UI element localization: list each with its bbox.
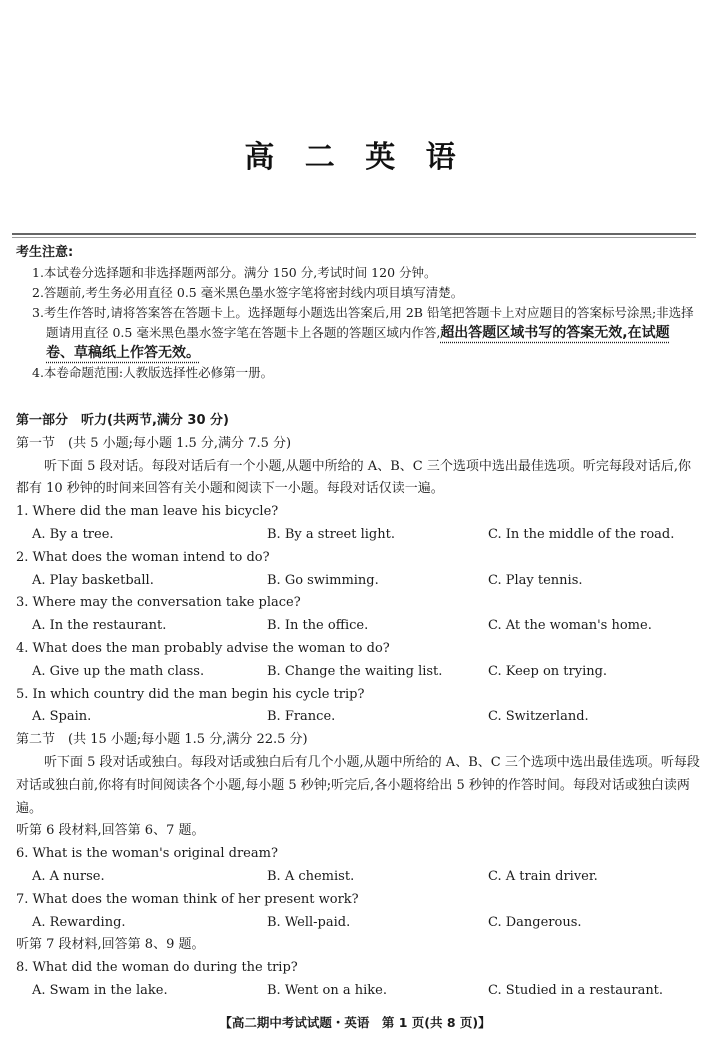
- option-b: B. By a street light.: [267, 526, 395, 542]
- option-a: A. Swam in the lake.: [32, 982, 168, 998]
- option-a: A. A nurse.: [32, 868, 105, 884]
- option-b: B. A chemist.: [267, 868, 355, 884]
- question-options: [16, 661, 700, 684]
- section-instructions: 听下面 5 段对话。每段对话后有一个小题,从题中所给的 A、B、C 三个选项中选出最佳选项。听完每段对话后,你都有 10 秒钟的时间来回答有关小题和阅读下一小题。每段对话仅读一遍。: [16, 458, 691, 497]
- option-c: C. Studied in a restaurant.: [488, 982, 664, 998]
- question-options: [16, 866, 700, 889]
- option-c: C. Keep on trying.: [488, 663, 608, 679]
- question-text: 2. What does the woman intend to do?: [16, 549, 270, 565]
- question-options: [16, 980, 700, 1003]
- question-text: 8. What did the woman do during the trip?: [16, 960, 298, 976]
- option-a: A. By a tree.: [32, 526, 114, 542]
- option-c: C. Play tennis.: [488, 572, 583, 588]
- notice-item: [16, 303, 696, 363]
- divider-thick: [12, 233, 696, 235]
- option-b: B. Went on a hike.: [267, 982, 387, 998]
- option-a: A. Spain.: [32, 709, 92, 725]
- option-a: A. Play basketball.: [32, 572, 154, 588]
- question-options: [16, 524, 700, 547]
- option-a: A. Rewarding.: [32, 914, 126, 930]
- option-b: B. France.: [267, 709, 336, 725]
- option-c: C. At the woman's home.: [488, 618, 652, 634]
- listening-section: [16, 410, 700, 1003]
- option-a: A. Give up the math class.: [32, 663, 205, 679]
- question-text: 4. What does the man probably advise the woman to do?: [16, 640, 390, 656]
- option-b: B. Change the waiting list.: [267, 663, 443, 679]
- option-b: B. In the office.: [267, 618, 369, 634]
- question-text: 7. What does the woman think of her present work?: [16, 891, 359, 907]
- option-c: C. In the middle of the road.: [488, 526, 675, 542]
- question-options: [16, 912, 700, 935]
- option-b: B. Well-paid.: [267, 914, 351, 930]
- section-heading: 第二节 (共 15 小题;每小题 1.5 分,满分 22.5 分): [16, 732, 308, 748]
- option-c: C. Dangerous.: [488, 914, 582, 930]
- question-text: 6. What is the woman's original dream?: [16, 846, 278, 862]
- page-footer: 【高二期中考试试题・英语 第 1 页(共 8 页)】: [219, 1015, 491, 1030]
- divider-thin: [12, 237, 696, 238]
- page-title: 高 二 英 语: [244, 140, 466, 175]
- option-c: C. A train driver.: [488, 868, 598, 884]
- notice-item: 4.本卷命题范围:人教版选择性必修第一册。: [32, 365, 274, 380]
- part-heading: 第一部分 听力(共两节,满分 30 分): [16, 413, 229, 428]
- notice-item: 2.答题前,考生务必用直径 0.5 毫米黑色墨水签字笔将密封线内项目填写清楚。: [32, 285, 464, 300]
- notice-heading: 考生注意:: [16, 245, 74, 260]
- question-text: 3. Where may the conversation take place?: [16, 595, 301, 611]
- material-label: 听第 6 段材料,回答第 6、7 题。: [16, 823, 205, 839]
- section-heading: 第一节 (共 5 小题;每小题 1.5 分,满分 7.5 分): [16, 435, 292, 451]
- question-text: 1. Where did the man leave his bicycle?: [16, 504, 279, 520]
- question-options: [16, 706, 700, 729]
- notice-item-text: 3.考生作答时,请将答案答在答题卡上。选择题每小题选出答案后,用 2B 铅笔把答题卡上对应题目的答案标号涂黑;非选择题请用直径 0.5 毫米黑色墨水签字笔在答题卡上各题的答题区域内作答,: [32, 305, 694, 340]
- option-a: A. In the restaurant.: [32, 618, 167, 634]
- section-instructions: 听下面 5 段对话或独白。每段对话或独白后有几个小题,从题中所给的 A、B、C 三个选项中选出最佳选项。听每段对话或独白前,你将有时间阅读各个小题,每小题 5 秒钟;听完后,各小题将给出 5 秒钟的作答时间。每段对话或独白读两遍。: [16, 754, 700, 816]
- question-options: [16, 570, 700, 593]
- material-label: 听第 7 段材料,回答第 8、9 题。: [16, 937, 205, 953]
- option-c: C. Switzerland.: [488, 709, 589, 725]
- candidate-notice: [16, 243, 696, 383]
- notice-warning: 超出答题区域书写的答案无效,在试题卷、草稿纸上作答无效。: [46, 325, 670, 361]
- notice-item: 1.本试卷分选择题和非选择题两部分。满分 150 分,考试时间 120 分钟。: [32, 265, 437, 280]
- question-text: 5. In which country did the man begin his cycle trip?: [16, 686, 365, 702]
- option-b: B. Go swimming.: [267, 572, 379, 588]
- question-options: [16, 615, 700, 638]
